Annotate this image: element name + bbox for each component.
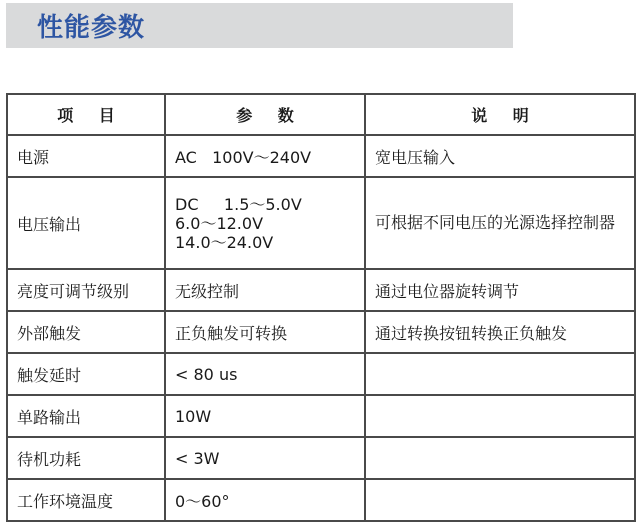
row-note: 可根据不同电压的光源选择控制器 (365, 177, 635, 269)
row-note (365, 395, 635, 437)
row-note (365, 353, 635, 395)
table-row (7, 479, 635, 521)
table-row (7, 311, 635, 353)
row-note (365, 479, 635, 521)
table-row (7, 269, 635, 311)
row-param: 无级控制 (165, 269, 365, 311)
row-param: 0～60° (165, 479, 365, 521)
row-param: < 80 us (165, 353, 365, 395)
header-item: 项 目 (7, 94, 165, 135)
row-item: 工作环境温度 (7, 479, 165, 521)
table-row (7, 353, 635, 395)
row-param: AC 100V～240V (165, 135, 365, 177)
row-param: 正负触发可转换 (165, 311, 365, 353)
section-title-bar (6, 3, 513, 48)
row-item: 单路输出 (7, 395, 165, 437)
row-param: 10W (165, 395, 365, 437)
table-row (7, 135, 635, 177)
header-param: 参 数 (165, 94, 365, 135)
row-item: 外部触发 (7, 311, 165, 353)
row-item: 电压输出 (7, 177, 165, 269)
row-note: 通过电位器旋转调节 (365, 269, 635, 311)
row-param: < 3W (165, 437, 365, 479)
row-param: DC 1.5～5.0V 6.0～12.0V 14.0～24.0V (165, 177, 365, 269)
header-note: 说 明 (365, 94, 635, 135)
row-item: 触发延时 (7, 353, 165, 395)
row-note: 通过转换按钮转换正负触发 (365, 311, 635, 353)
table-row (7, 177, 635, 269)
table-row (7, 437, 635, 479)
row-note (365, 437, 635, 479)
table-row (7, 395, 635, 437)
row-note: 宽电压输入 (365, 135, 635, 177)
section-title: 性能参数 (37, 13, 146, 43)
row-item: 电源 (7, 135, 165, 177)
row-item: 待机功耗 (7, 437, 165, 479)
spec-table (6, 93, 636, 522)
row-item: 亮度可调节级别 (7, 269, 165, 311)
table-header-row (7, 94, 635, 135)
